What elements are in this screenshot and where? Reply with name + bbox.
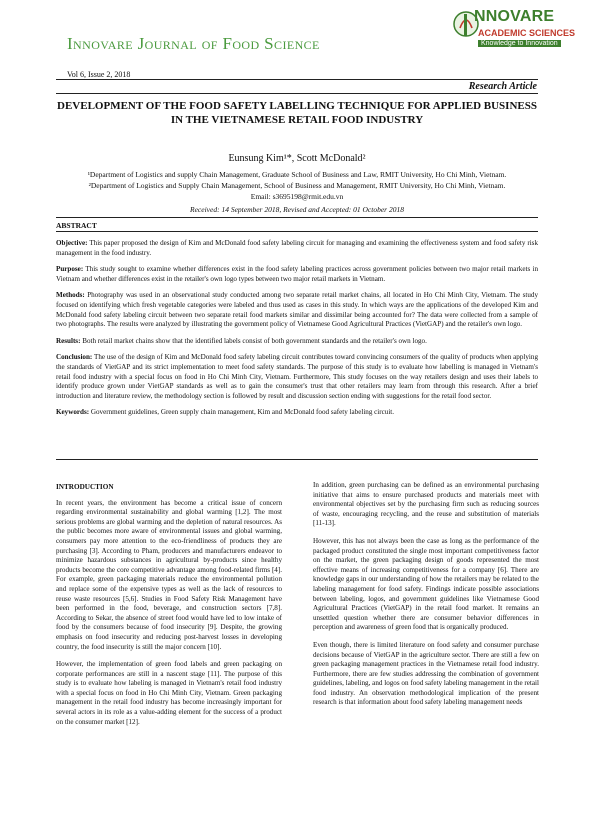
body-paragraph: However, the implementation of green food labels and green packaging on corporate performances are still in a nascent stage [11]. The purpose of this study is to evaluate how labeling is managed in Vietnam's retail food industry with a special focus on food in Ho Chi Minh City, Vietnam. Green packaging management in the retail food industry has become increasingly important for several actors in its role as a value-adding element for the success of a product on the consumer market [12].	[56, 660, 282, 726]
abstract-body	[56, 239, 538, 425]
introduction-heading: INTRODUCTION	[56, 483, 114, 491]
abstract-methods: Methods: Photography was used in an observational study conducted among two separate retail market chains, all located in Ho Chi Minh City, Vietnam. The study focused on identifying which fresh vegetable categories were labeled and thus used as cases in this study. In which ways are the applications of the developed Kim and McDonald food safety labeling circuit between two separate retail food markets similar and dissimilar being accounted for? The data were collected from a sample of two photographs. The results were analyzed by illustrating the government policy of Vietnamese Good Agricultural Practices (VietGAP) and the retailer's own logo.	[56, 291, 538, 329]
abstract-top-rule	[56, 217, 538, 218]
logo-subtitle: ACADEMIC SCIENCES	[478, 28, 576, 38]
abstract-keywords: Keywords: Government guidelines, Green supply chain management, Kim and McDonald food safety labeling circuit.	[56, 408, 395, 417]
body-left-column	[56, 483, 282, 735]
affiliation-1: ¹Department of Logistics and supply Chain Management, Graduate School of Business and Law, RMIT University, Ho Chi Minh, Vietnam.	[87, 170, 507, 179]
abstract-heading: ABSTRACT	[56, 221, 97, 230]
title-rule	[56, 93, 538, 94]
abstract-bottom-rule	[56, 459, 538, 460]
logo-tagline: Knowledge to Innovation	[478, 40, 561, 47]
body-paragraph: In recent years, the environment has become a critical issue of concern regarding environmental sustainability and global warming [1,2]. The most serious problems are global warming and the depletion of natural resources. As the public becomes more aware of environmental issues and global warming, consumers pay more attention to the eco-friendliness of products they are purchasing [3]. According to Pham, producers and manufacturers endeavor to minimize hazardous substances in agricultural by-products since healthy products become the core competitive advantage among food-related firms [4]. For example, green packaging materials reduce the environmental pollution and replace some of the expensive types as well as the lack of resources to reuse waste resources [5,6]. Studies in Food Safety Risk Management have been performed in the food, beverage, and construction sectors [7,8]. According to Sekar, the absence of street food would have led to low intake of food by the consumers because of food insecurity [9]. Despite, the growing emphasis on food insecurity and reducing post-harvest losses in developing country, the food insecurity is still the major concern [10].	[56, 498, 282, 651]
corresponding-email[interactable]: Email: s3695198@rmit.edu.vn	[250, 192, 344, 201]
body-paragraph: However, this has not always been the case as long as the performance of the packaged product constituted the single most important competitiveness factor on the market, the green packaging design of goods represented the most effective means of increasing competitiveness for a company [6]. There are knowledge gaps in our understanding of how the retailers may be related to the labeling management for food safety. Findings indicate possible associations between labeling, logos, and government guidelines like Vietnamese Good Agricultural Practices (VietGAP) in the retail food market. It remains an unsettled question whether there are consumer behavior differences in perception and awareness of green food that is organically produced.	[313, 536, 539, 632]
body-paragraph: Even though, there is limited literature on food safety and consumer purchase decisions because of VietGAP in the agriculture sector. There are still a few on green packaging management practices in the Vietnamese retail food industry. Furthermore, there are few studies addressing the combination of government guidelines, labeling, and logos on food safety labeling management in the retail food industry. An observation methodological implication of the present research is that information about food safety labeling management needs	[313, 640, 539, 707]
volume-issue: Vol 6, Issue 2, 2018	[67, 70, 131, 79]
abstract-results: Results: Both retail market chains show that the identified labels consist of both government standards and the retailer's own logo.	[56, 336, 427, 345]
affiliation-2: ²Department of Logistics and Supply Chain Management, School of Business and Management, RMIT University, Ho Chi Minh, Vietnam.	[88, 181, 506, 190]
article-title: DEVELOPMENT OF THE FOOD SAFETY LABELLING TECHNIQUE FOR APPLIED BUSINESS IN THE VIETNAMESE RETAIL FOOD INDUSTRY	[57, 100, 537, 126]
journal-title: Innovare Journal of Food Science	[67, 34, 320, 53]
received-dates: Received: 14 September 2018, Revised and Accepted: 01 October 2018	[190, 205, 404, 214]
abstract-objective: Objective: This paper proposed the design of Kim and McDonald food safety labeling circuit for managing and examining the effectiveness system and food safety risk management in the food industry.	[56, 239, 538, 257]
body-paragraph: In addition, green purchasing can be defined as an environmental purchasing initiative that aims to ensure purchased products and materials meet with environmental objectives set by the purchasing firm such as reducing sources of waste, encouraging recycling, and the reuse and substitution of materials [11-13].	[313, 481, 539, 528]
author-list: Eunsung Kim¹*, Scott McDonald²	[228, 153, 366, 164]
abstract-purpose: Purpose: This study sought to examine whether differences exist in the food safety labeling practices across government policies between two major retail markets in Vietnam and whether differences exist in the retailer's own logo types between two major retail markets in Vietnam.	[56, 265, 538, 283]
abstract-conclusion: Conclusion: The use of the design of Kim and McDonald food safety labeling circuit contributes toward convincing consumers of the quality of products when applying the standards of VietGAP and its strict implementation to meet food safety standards. The purpose of this study is to evaluate how labelling is managed in Vietnam's retail food industry with a special focus on food in Ho Chi Minh City, Vietnam. Furthermore, This study focuses on the way retailers design and uses their labels to identify produce grown under VietGAP standards as well as to gain the consumer's trust that other retailers may learn from through this research. After a brief introduction and literature review, the methodology section is followed by result and discussion section ending with suggestions for the retail food sector.	[56, 353, 538, 400]
article-type: Research Article	[468, 81, 537, 92]
logo-wordmark: NNOVARE	[474, 8, 555, 25]
affiliations	[56, 169, 538, 202]
abstract-head-rule	[56, 231, 538, 232]
body-right-column	[313, 481, 539, 716]
header-rule	[56, 79, 538, 80]
